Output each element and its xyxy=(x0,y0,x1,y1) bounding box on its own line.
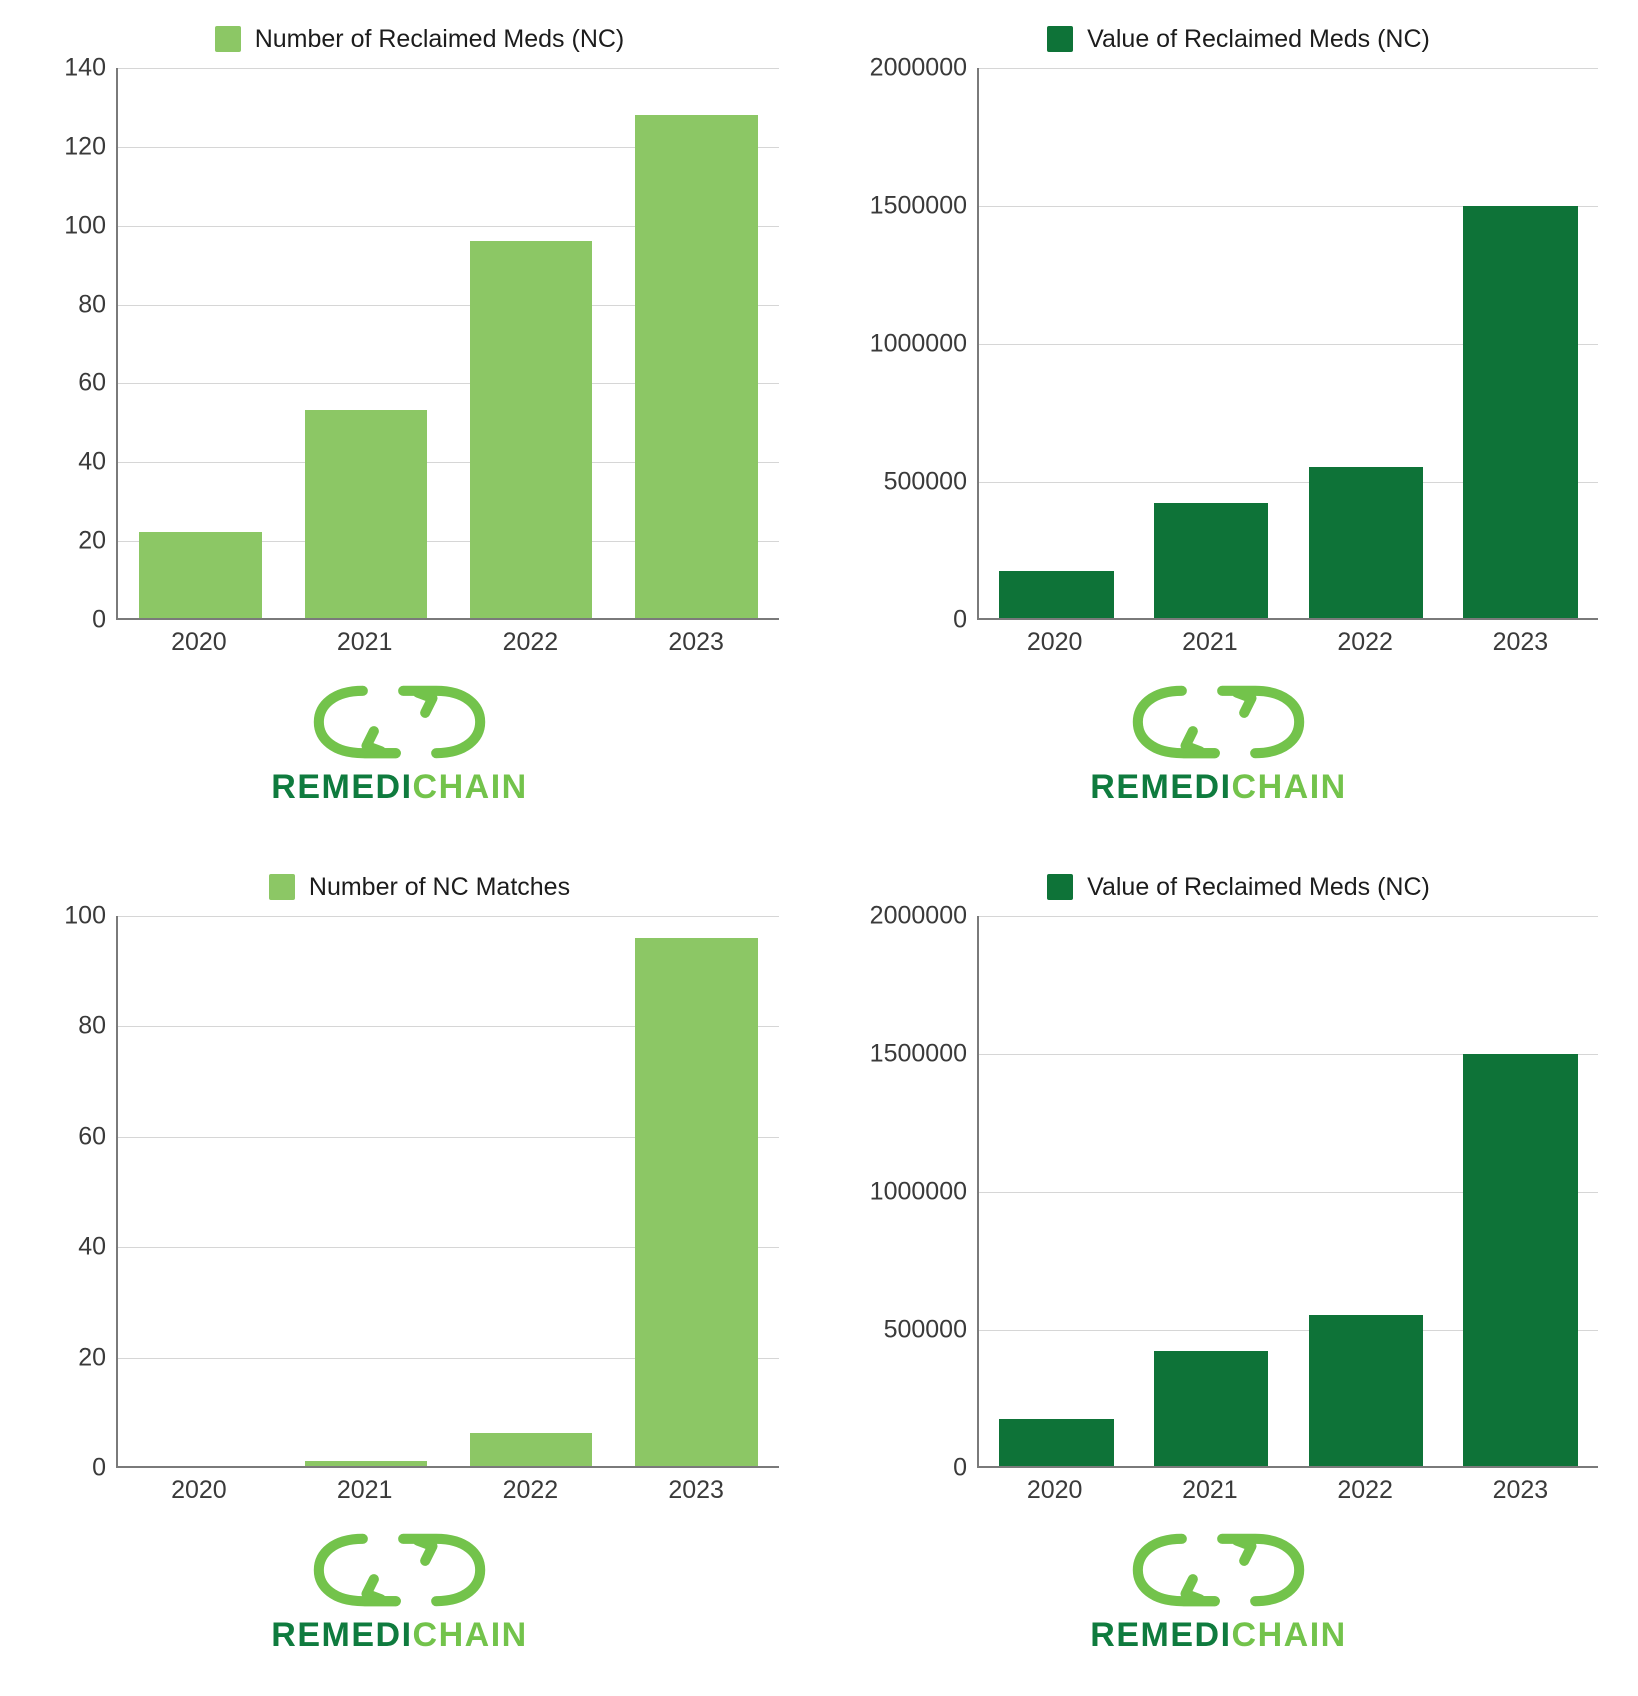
x-axis-tick-label: 2021 xyxy=(336,628,393,656)
y-axis-tick-label: 80 xyxy=(78,290,106,319)
bar[interactable] xyxy=(139,532,261,618)
y-axis-tick-label: 20 xyxy=(78,526,106,555)
remedichain-loop-icon xyxy=(307,678,492,766)
bar[interactable] xyxy=(1154,1351,1269,1467)
remedichain-loop-icon xyxy=(1126,678,1311,766)
y-axis-tick-label: 120 xyxy=(64,132,106,161)
legend-label: Value of Reclaimed Meds (NC) xyxy=(1087,24,1430,53)
bar[interactable] xyxy=(305,1461,427,1467)
y-axis-tick-label: 100 xyxy=(64,901,106,930)
brand-wordmark xyxy=(1090,768,1346,807)
plot-wrapper xyxy=(20,901,779,1482)
bar[interactable] xyxy=(470,241,592,618)
brand-logo xyxy=(20,678,779,838)
plot-area xyxy=(116,68,779,620)
y-axis-tick-label: 100 xyxy=(64,211,106,240)
chart-legend xyxy=(20,10,779,68)
y-axis-tick-label: 2000000 xyxy=(869,53,967,82)
bar-series xyxy=(979,68,1598,618)
axis-baseline xyxy=(118,618,779,620)
legend-label: Value of Reclaimed Meds (NC) xyxy=(1087,872,1430,901)
y-axis-tick-label: 20 xyxy=(78,1343,106,1372)
brand-logo xyxy=(839,1526,1598,1686)
chart-panel-bottom-right xyxy=(819,848,1638,1696)
x-axis xyxy=(116,1468,779,1520)
remedichain-loop-icon xyxy=(1126,1526,1311,1614)
x-axis-tick-label: 2022 xyxy=(1337,628,1393,656)
bar-slot xyxy=(118,68,283,618)
bar-slot xyxy=(1289,916,1444,1466)
y-axis-tick-label: 1500000 xyxy=(869,191,967,220)
x-axis-tick-label: 2022 xyxy=(502,628,559,656)
bar-slot xyxy=(449,916,614,1466)
x-axis-tick-label: 2020 xyxy=(171,628,227,656)
y-axis-tick-label: 2000000 xyxy=(869,901,967,930)
x-axis-tick-label: 2023 xyxy=(668,1476,724,1504)
y-axis-tick-label: 60 xyxy=(78,1122,106,1151)
plot-wrapper xyxy=(20,53,779,634)
y-axis-tick-label: 500000 xyxy=(883,467,967,496)
plot-wrapper xyxy=(839,901,1598,1482)
bar[interactable] xyxy=(305,410,427,618)
y-axis xyxy=(20,901,116,1482)
brand-name-part2: CHAIN xyxy=(1231,1616,1347,1654)
x-axis-tick-label: 2021 xyxy=(1182,1476,1238,1504)
y-axis-tick-label: 40 xyxy=(78,1232,106,1261)
plot-area xyxy=(977,916,1598,1468)
brand-name-part1: REMEDI xyxy=(271,768,413,806)
brand-wordmark xyxy=(271,768,527,807)
x-axis-tick-label: 2021 xyxy=(336,1476,393,1504)
bar-slot xyxy=(614,916,779,1466)
x-axis-tick-label: 2022 xyxy=(1337,1476,1393,1504)
bar[interactable] xyxy=(470,1433,592,1466)
x-axis xyxy=(116,620,779,672)
bar-slot xyxy=(979,68,1134,618)
brand-name-part2: CHAIN xyxy=(412,1616,528,1654)
bar[interactable] xyxy=(635,115,757,618)
y-axis xyxy=(839,901,977,1482)
remedichain-loop-icon xyxy=(307,1526,492,1614)
brand-name-part2: CHAIN xyxy=(412,768,528,806)
bar[interactable] xyxy=(1154,503,1269,619)
bar[interactable] xyxy=(999,1419,1114,1466)
legend-swatch xyxy=(1047,26,1073,52)
chart-panel-bottom-left xyxy=(0,848,819,1696)
y-axis-tick-label: 1500000 xyxy=(869,1039,967,1068)
x-axis-tick-label: 2023 xyxy=(1492,628,1549,656)
brand-wordmark xyxy=(271,1616,527,1655)
legend-swatch xyxy=(269,874,295,900)
y-axis-tick-label: 40 xyxy=(78,447,106,476)
bar-slot xyxy=(1289,68,1444,618)
y-axis xyxy=(839,53,977,634)
bar[interactable] xyxy=(1309,1315,1424,1466)
brand-name-part2: CHAIN xyxy=(1231,768,1347,806)
brand-name-part1: REMEDI xyxy=(1090,1616,1232,1654)
bar-series xyxy=(979,916,1598,1466)
bar[interactable] xyxy=(1463,1054,1578,1467)
y-axis-tick-label: 140 xyxy=(64,53,106,82)
brand-name-part1: REMEDI xyxy=(1090,768,1232,806)
bar[interactable] xyxy=(1463,206,1578,619)
x-axis-tick-label: 2020 xyxy=(171,1476,227,1504)
y-axis-tick-label: 0 xyxy=(953,1453,967,1482)
legend-label: Number of Reclaimed Meds (NC) xyxy=(254,24,625,53)
legend-swatch xyxy=(1047,874,1073,900)
x-axis-tick-label: 2020 xyxy=(1026,628,1083,656)
brand-wordmark xyxy=(1090,1616,1346,1655)
x-axis xyxy=(977,620,1598,672)
bar-slot xyxy=(449,68,614,618)
x-axis-tick-label: 2020 xyxy=(1026,1476,1083,1504)
y-axis-tick-label: 0 xyxy=(953,605,967,634)
brand-name-part1: REMEDI xyxy=(271,1616,413,1654)
y-axis-tick-label: 0 xyxy=(92,1453,106,1482)
bar-slot xyxy=(1134,68,1289,618)
bar-slot xyxy=(1443,68,1598,618)
bar-slot xyxy=(614,68,779,618)
bar-series xyxy=(118,68,779,618)
y-axis-tick-label: 1000000 xyxy=(869,1177,967,1206)
legend-label: Number of NC Matches xyxy=(308,872,571,901)
x-axis-tick-label: 2022 xyxy=(502,1476,559,1504)
y-axis-tick-label: 500000 xyxy=(883,1315,967,1344)
axis-baseline xyxy=(979,1466,1598,1468)
bar-series xyxy=(118,916,779,1466)
x-axis-tick-label: 2021 xyxy=(1182,628,1238,656)
x-axis xyxy=(977,1468,1598,1520)
x-axis-tick-label: 2023 xyxy=(1492,1476,1549,1504)
y-axis-tick-label: 0 xyxy=(92,605,106,634)
bar-slot xyxy=(1443,916,1598,1466)
y-axis-tick-label: 1000000 xyxy=(869,329,967,358)
y-axis xyxy=(20,53,116,634)
bar-slot xyxy=(118,916,283,1466)
axis-baseline xyxy=(979,618,1598,620)
plot-wrapper xyxy=(839,53,1598,634)
bar[interactable] xyxy=(635,938,757,1466)
bar-slot xyxy=(979,916,1134,1466)
plot-area xyxy=(116,916,779,1468)
bar[interactable] xyxy=(999,571,1114,618)
chart-panel-top-left xyxy=(0,0,819,848)
chart-panel-top-right xyxy=(819,0,1638,848)
bar[interactable] xyxy=(1309,467,1424,618)
axis-baseline xyxy=(118,1466,779,1468)
legend-swatch xyxy=(215,26,241,52)
bar-slot xyxy=(283,68,448,618)
y-axis-tick-label: 60 xyxy=(78,368,106,397)
chart-legend xyxy=(20,858,779,916)
brand-logo xyxy=(839,678,1598,838)
bar-slot xyxy=(283,916,448,1466)
brand-logo xyxy=(20,1526,779,1686)
x-axis-tick-label: 2023 xyxy=(668,628,724,656)
bar-slot xyxy=(1134,916,1289,1466)
y-axis-tick-label: 80 xyxy=(78,1011,106,1040)
plot-area xyxy=(977,68,1598,620)
